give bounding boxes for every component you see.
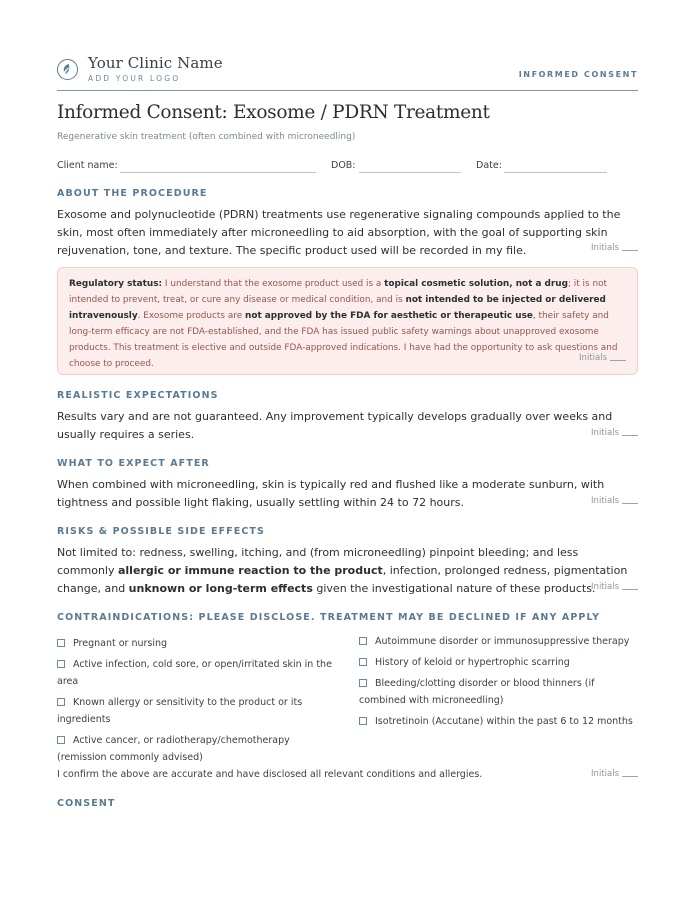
section-heading-after: WHAT TO EXPECT AFTER xyxy=(57,458,210,469)
risks-text-part: given the investigational nature of these products. xyxy=(312,582,596,595)
regulatory-text-part: , their safety and long-term efficacy are not FDA-established, and the FDA has issued public safety warnings about unapproved exosome products. This treatment is elective and outside FDA-approved indications. I have had the opportunity to ask questions and choose to proceed. xyxy=(69,311,618,369)
dob-field[interactable] xyxy=(359,172,461,173)
initials-label: Initials xyxy=(591,243,619,253)
risks-paragraph xyxy=(57,544,638,598)
initials-label: Initials xyxy=(579,353,607,363)
checkbox[interactable] xyxy=(57,660,65,668)
contraindication-label: Active infection, cold sore, or open/irritated skin in the area xyxy=(57,659,332,687)
initials-field-expectations[interactable] xyxy=(591,428,638,438)
regulatory-emphasis: topical cosmetic solution, not a drug xyxy=(384,279,568,289)
initials-field-contraindications[interactable] xyxy=(591,769,638,779)
dob-label: DOB: xyxy=(331,160,356,171)
contraindication-label: Known allergy or sensitivity to the product or its ingredients xyxy=(57,697,303,725)
consent-form-page xyxy=(57,0,638,900)
contraindication-label: Bleeding/clotting disorder or blood thinners (if combined with microneedling) xyxy=(359,678,595,706)
regulatory-emphasis: not approved by the FDA for aesthetic or therapeutic use xyxy=(245,311,533,321)
section-heading-expectations: REALISTIC EXPECTATIONS xyxy=(57,390,219,401)
contraindication-item[interactable] xyxy=(57,732,339,766)
risks-text-part: Not limited to: redness, swelling, itching, and (from microneedling) pinpoint bleeding; and less commonly xyxy=(57,546,579,577)
contraindication-item[interactable] xyxy=(359,713,638,730)
client-info-row xyxy=(57,160,638,176)
initials-label: Initials xyxy=(591,428,619,438)
section-heading-consent: CONSENT xyxy=(57,798,116,809)
section-heading-about: ABOUT THE PROCEDURE xyxy=(57,188,208,199)
regulatory-text-part: . Exosome products are xyxy=(137,311,246,321)
initials-label: Initials xyxy=(591,582,619,592)
form-header xyxy=(57,53,638,91)
checkbox[interactable] xyxy=(359,679,367,687)
initials-field-about[interactable] xyxy=(591,243,638,253)
contraindications-right-column xyxy=(359,633,638,734)
clinic-name: Your Clinic Name xyxy=(88,54,223,72)
initials-label: Initials xyxy=(591,769,619,779)
risks-emphasis: unknown or long-term effects xyxy=(128,582,313,595)
client-name-field[interactable] xyxy=(120,172,316,173)
initials-field-after[interactable] xyxy=(591,496,638,506)
initials-field-risks[interactable] xyxy=(591,582,638,592)
page-subtitle: Regenerative skin treatment (often combined with microneedling) xyxy=(57,132,356,142)
logo-placeholder-text: ADD YOUR LOGO xyxy=(88,74,181,83)
document-type-label: INFORMED CONSENT xyxy=(518,70,638,79)
after-paragraph: When combined with microneedling, skin is typically red and flushed like a moderate sunburn, with tightness and possible light flaking, usually settling within 24 to 72 hours. xyxy=(57,478,605,509)
client-name-label: Client name: xyxy=(57,160,118,171)
checkbox[interactable] xyxy=(57,736,65,744)
section-heading-contraindications: CONTRAINDICATIONS: PLEASE DISCLOSE. TREATMENT MAY BE DECLINED IF ANY APPLY xyxy=(57,612,601,623)
about-paragraph: Exosome and polynucleotide (PDRN) treatments use regenerative signaling compounds applied to the skin, most often immediately after microneedling to aid absorption, with the goal of supporting skin rejuvenation, tone, and texture. The specific product used will be recorded in my file. xyxy=(57,208,621,257)
regulatory-label: Regulatory status: xyxy=(69,279,163,289)
section-heading-risks: RISKS & POSSIBLE SIDE EFFECTS xyxy=(57,526,265,537)
regulatory-status-box xyxy=(57,267,638,375)
checkbox[interactable] xyxy=(359,717,367,725)
checkbox[interactable] xyxy=(57,639,65,647)
contraindication-label: Isotretinoin (Accutane) within the past 6 to 12 months xyxy=(375,716,633,727)
contraindication-item[interactable] xyxy=(57,694,339,728)
disclosure-confirmation-text: I confirm the above are accurate and have disclosed all relevant conditions and allergies. xyxy=(57,769,483,780)
contraindication-item[interactable] xyxy=(57,656,339,690)
page-title: Informed Consent: Exosome / PDRN Treatment xyxy=(57,102,490,123)
contraindication-item[interactable] xyxy=(359,675,638,709)
date-field[interactable] xyxy=(504,172,607,173)
checkbox[interactable] xyxy=(359,658,367,666)
contraindication-item[interactable] xyxy=(359,654,638,671)
contraindications-left-column xyxy=(57,635,339,770)
contraindication-label: Autoimmune disorder or immunosuppressive therapy xyxy=(375,636,630,647)
contraindication-item[interactable] xyxy=(57,635,339,652)
checkbox[interactable] xyxy=(359,637,367,645)
risks-emphasis: allergic or immune reaction to the product xyxy=(117,564,383,577)
initials-label: Initials xyxy=(591,496,619,506)
contraindication-item[interactable] xyxy=(359,633,638,650)
regulatory-text-part: ; it is not intended to prevent, treat, or cure any disease or medical condition, and is xyxy=(69,279,607,305)
checkbox[interactable] xyxy=(57,698,65,706)
date-label: Date: xyxy=(476,160,502,171)
regulatory-status-text xyxy=(69,276,621,372)
regulatory-emphasis: not intended to be injected or delivered intravenously xyxy=(69,295,606,321)
initials-field-regulatory[interactable] xyxy=(579,353,626,363)
expectations-paragraph: Results vary and are not guaranteed. Any improvement typically develops gradually over weeks and usually requires a series. xyxy=(57,410,613,441)
regulatory-text-part: I understand that the exosome product used is a xyxy=(162,279,385,289)
clinic-logo-icon xyxy=(57,59,78,80)
contraindication-label: Active cancer, or radiotherapy/chemotherapy (remission commonly advised) xyxy=(57,735,290,763)
contraindication-label: History of keloid or hypertrophic scarring xyxy=(375,657,570,668)
contraindication-label: Pregnant or nursing xyxy=(73,638,168,649)
risks-text-part: , infection, prolonged redness, pigmentation change, and xyxy=(57,564,628,595)
